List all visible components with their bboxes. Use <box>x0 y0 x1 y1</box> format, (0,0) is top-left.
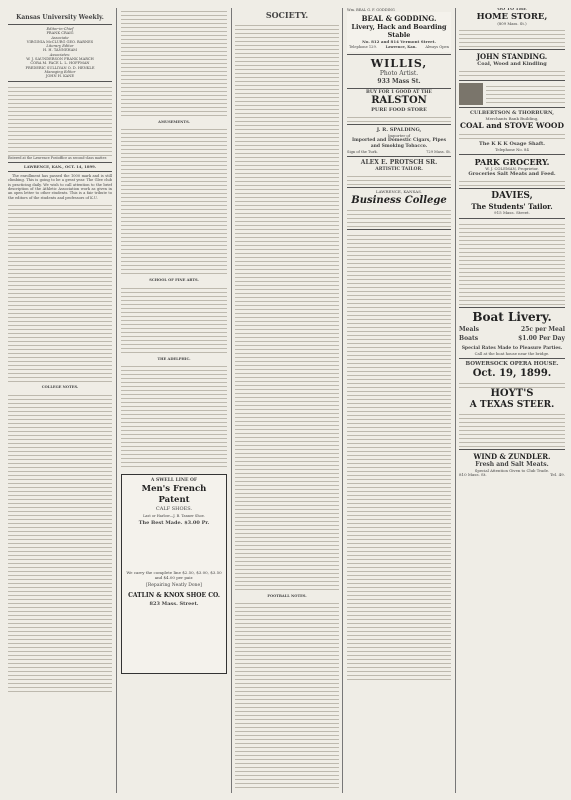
staff-line: CORA M. PACE L. L. HOFFMAN <box>30 61 90 66</box>
literary-editor-label: Literary Editor <box>46 44 74 49</box>
staff-line: FREDERIC SULLIVAN O. D. HENKLE <box>25 65 95 70</box>
ad-sub: CALF SHOES. <box>155 505 193 512</box>
ad-last: Last or Harlow—J. B. Tanner Shoe. <box>143 513 205 518</box>
hoyt-play: A TEXAS STEER. <box>469 400 555 411</box>
merchants: Merchants Bank Building, <box>485 115 539 121</box>
livery-city: Lawrence, Kan. <box>385 45 417 50</box>
associate-label: Associate <box>51 35 69 40</box>
boat-meals-row: Meals 25c per Meal <box>459 325 565 333</box>
postoffice-note: Entered at the Lawrence Postoffice as second-class matter. <box>8 155 107 160</box>
heading-football: FOOTBALL NOTES. <box>267 594 307 598</box>
text-block <box>235 600 339 790</box>
heading-amusements: AMUSEMENTS. <box>158 120 190 124</box>
coal-stove: COAL and STOVE WOOD <box>460 120 564 130</box>
wind-extra: Special Attention Given to Club Trade. <box>474 468 550 474</box>
ad-repair: [Repairing Neatly Done] <box>146 582 202 588</box>
text-block <box>121 8 227 118</box>
special-rates: Special Rates Made to Pleasure Parties. <box>461 345 563 351</box>
park-sub: Groceries Salt Meats and Feed. <box>468 171 556 178</box>
kkk-phone: Telephone No. 84 <box>495 146 529 152</box>
alex-name: ALEX E. PROTSCH SR. <box>360 159 438 167</box>
heading-fine-arts: SCHOOL OF FINE ARTS. <box>149 278 199 283</box>
spalding-role: Importer of <box>387 132 411 138</box>
hoyt-name: HOYT'S <box>490 388 534 400</box>
ralston-name: RALSTON <box>371 94 427 106</box>
park-grocery: PARK GROCERY. <box>474 157 550 168</box>
column-rule <box>455 8 456 793</box>
home-store-top: GO TO THE <box>497 8 527 12</box>
spalding-sign: Sign of the Turk. <box>347 150 378 155</box>
staff-label: Associates: <box>49 52 71 57</box>
boat-livery: Boat Livery. <box>472 309 552 324</box>
livery-advertisement <box>347 12 451 51</box>
boat-boats-row: Boats $1.00 Per Day <box>459 334 565 342</box>
davies: DAVIES, <box>491 191 533 202</box>
spalding-address: 729 Mass. St. <box>426 150 451 155</box>
spalding-name: J. R. SPALDING, <box>376 126 422 133</box>
column-rule <box>116 8 117 793</box>
bowersock-date: Oct. 19, 1899. <box>472 368 552 380</box>
call-store: Call at the boat house near the bridge. <box>474 350 550 356</box>
livery-address: No. 812 and 814 Vermont Street. <box>362 39 436 45</box>
text-block <box>121 285 227 355</box>
davies-address: 915 Mass. Street. <box>494 210 530 216</box>
willis-sub: Photo Artist. <box>379 69 419 77</box>
kkk-shaft: The K K K Osage Shaft. <box>478 140 546 147</box>
wind-footer: 810 Mass. St. Tel. 49. <box>459 472 565 478</box>
park-owner: W. J. COLEMAN, Proprietor. <box>485 166 539 172</box>
column-5 <box>459 8 565 793</box>
spalding-line: Imported and Domestic Cigars, Pipes and Smoking Tobacco. <box>351 138 447 150</box>
willis-name: WILLIS, <box>370 56 428 70</box>
text-block <box>347 232 451 682</box>
school-emblem-icon <box>459 83 483 105</box>
paper-title: Kansas University Weekly. <box>16 14 104 21</box>
ralston-line2: PURE FOOD STORE <box>371 106 427 113</box>
wind-title: WIND & ZUNDLER. <box>473 452 551 462</box>
managing-editor-name: JOHN H. KANE <box>45 74 75 79</box>
body-paragraph: The enrollment has passed the 1000 mark and is still climbing. This is going to be a great year. The Glee club is practicing daily. We wish to call attention to the brief description of the Athletic Association work as given in an open letter to other students. This is a fair tribute to the editors of the students and professors of K.U. <box>8 174 112 200</box>
text-block <box>8 202 112 382</box>
ad-store: CATLIN & KNOX SHOE CO. <box>128 591 220 599</box>
text-block <box>121 363 227 468</box>
livery-phone: Telephone 129. <box>349 45 377 50</box>
associate-names: VIRGINIA McCLURG GEO. BARNES <box>26 39 94 44</box>
school-ad <box>459 83 565 105</box>
business-college: Business College <box>351 194 447 206</box>
ad-title: Men's French Patent <box>141 483 207 505</box>
ralston-line1: BUY FOR 1 GOOD AT THE <box>366 89 432 95</box>
ad-price: The Best Made. $3.00 Pr. <box>138 519 210 526</box>
heading-society: SOCIETY. <box>265 10 309 20</box>
ad-offer: We carry the complete line $2.50, $3.00, $3.50 and $4.00 per pair. <box>126 569 222 581</box>
livery-open: Always Open <box>425 45 449 50</box>
staff-line: W. J. SAUNDERSON FRANK MARCH <box>26 57 94 62</box>
editor-name: FRANK CRAIG <box>46 31 74 36</box>
editor-label: Editor-in-Chief <box>46 27 74 31</box>
text-block <box>235 22 339 592</box>
column-rule <box>342 8 343 793</box>
date-line: LAWRENCE, KAN., OCT. 14, 1899. <box>23 163 97 169</box>
willis-address: 933 Mass St. <box>377 77 421 85</box>
business-top: LAWRENCE, KANSAS. <box>375 189 423 195</box>
heading-college-notes: COLLEGE NOTES. <box>41 384 79 389</box>
shoe-advertisement <box>121 474 227 674</box>
livery-sub: Livery, Hack and Boarding Stable <box>351 23 447 40</box>
literary-editor-name: H. H. TANNEHAM <box>43 48 77 53</box>
wind-sub: Fresh and Salt Meats. <box>475 461 549 469</box>
standing-name: JOHN STANDING. <box>476 51 548 61</box>
text-block <box>459 221 565 305</box>
alex-sub: ARTISTIC TAILOR. <box>375 167 423 173</box>
livery-title: BEAL & GODDING. <box>361 14 437 24</box>
bowersock: BOWERSOCK OPERA HOUSE. <box>465 361 559 368</box>
text-block <box>121 126 227 276</box>
davies-sub: The Students' Tailor. <box>471 202 553 212</box>
header-names: Wm. BEAL G. F. GODDING <box>347 8 395 12</box>
ad-top: A SWELL LINE OF <box>150 477 198 483</box>
text-block <box>8 392 112 692</box>
column-3 <box>235 8 339 793</box>
column-2 <box>121 8 227 793</box>
managing-editor-label: Managing Editor <box>44 69 76 74</box>
column-1 <box>8 8 112 793</box>
subscription-text-block <box>8 84 112 156</box>
column-4 <box>347 8 451 793</box>
culbertson: CULBERTSON & THORBURN, <box>470 109 554 116</box>
coal-line: Coal, Wood and Kindling <box>477 60 547 67</box>
home-store-address: (809 Mass. St.) <box>497 21 527 27</box>
ad-address: 823 Mass. Street. <box>149 600 199 607</box>
heading-adelphic: THE ADELPHIC. <box>157 356 191 361</box>
column-rule <box>231 8 232 793</box>
home-store-name: HOME STORE, <box>476 12 548 23</box>
